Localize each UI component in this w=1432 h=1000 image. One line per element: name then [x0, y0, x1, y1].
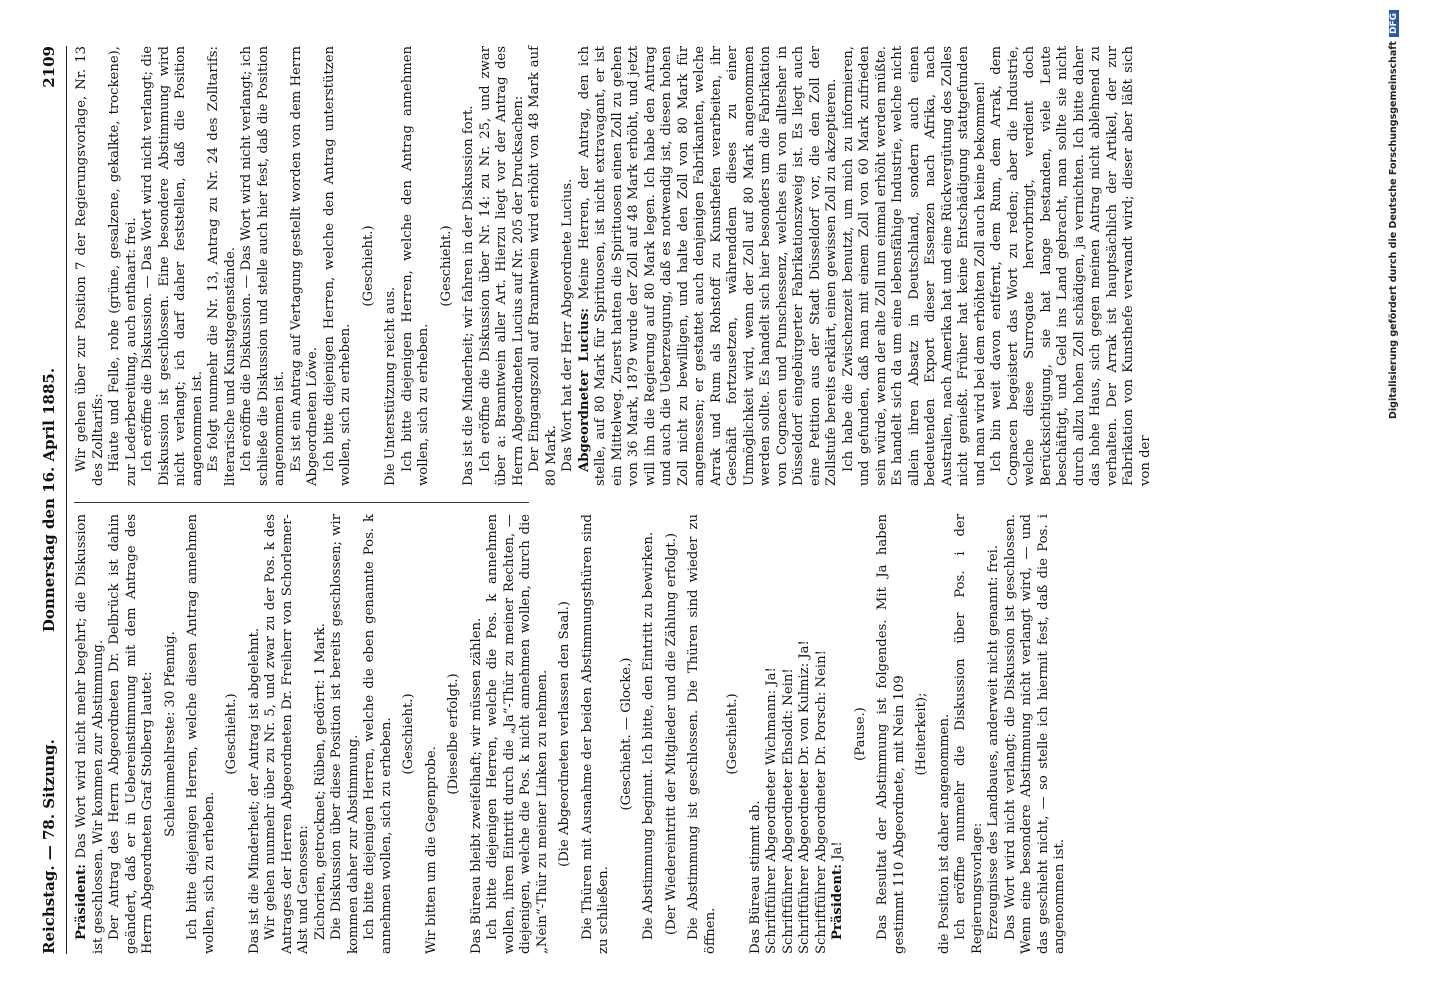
- paragraph: [527, 46, 560, 486]
- paragraph: [263, 514, 313, 954]
- page-number: 2109: [40, 46, 58, 88]
- header-date: Donnerstag den 16. April 1885.: [40, 367, 58, 633]
- paragraph: [400, 46, 433, 486]
- paragraph: Schriftführer Abgeordneter Dr. von Kulmiz: Ja!: [797, 640, 812, 954]
- right-column: [74, 46, 1154, 486]
- paragraph-text: Meine Herren, der Antrag, den ich stelle, auf 80 Mark für Spirituosen, ist nicht extravagant, er ist ein Mittelweg. Zuerst hatten die Spirituosen einen Zoll zu gehen von 36 Mark, 1879 wurde der Zoll auf 48 Mark erhöht, und jetzt will ihn die Regierung auf 80 Mark legen. Ich habe den Antrag und auch die Ueberzeugung, daß es notwendig ist, diesen hohen Zoll nicht zu bewilligen, und halte den Zoll von 80 Mark für angemessen; er gestattet auch denjenigen Fabrikanten, welche Arrak und Rum als Rohstoff zu Kunsthefen verarbeiten, ihr Geschäft fortzusetzen, währenddem dieses zu einer Unmöglichkeit wird, wenn der Zoll auf 80 Mark angenommen werden sollte. Es handelt sich hier besonders um die Fabrikation von Cognacen und Punschessenz, welches ein von alltesher in Düsseldorf eingebürgerter Fabrikationszweig ist. Es liegt auch eine Petition aus der Stadt Düsseldorf vor, die den Zoll der Zollstufe bereits erklärt, einen gewissen Zoll zu akzeptieren.: [576, 45, 839, 486]
- paragraph: [313, 514, 330, 954]
- stage-direction: (Geschieht.): [224, 693, 239, 775]
- header-rule: [66, 46, 67, 954]
- paragraph-text: Es folgt nunmehr die Nr. 13, Antrag zu Nr. 24 des Zolltarifs: literarische und Kunstgegenstände.: [206, 46, 238, 486]
- paragraph: [953, 514, 986, 954]
- paragraph-text: Die Abstimmung ist geschlossen. Die Thüren sind wieder zu öffnen.: [686, 514, 718, 954]
- page-header: [40, 46, 64, 954]
- paragraph: [362, 514, 395, 954]
- paragraph-text: Zichorien, getrocknet; Rüben, gedörrt: 1 Mark.: [312, 623, 328, 940]
- stage-direction: (Dieselbe erfolgt.): [446, 673, 461, 795]
- paragraph-text: Es ist ein Antrag auf Vertagung gestellt worden von dem Herrn Abgeordneten Löwe.: [288, 46, 320, 486]
- stage-direction: (Geschieht.): [725, 693, 740, 775]
- paragraph-text: Ich eröffne die Diskussion. — Das Wort wird nicht verlangt; die Diskussion ist geschlossen. Eine besondere Abstimmung wird nicht verlangt; ich darf daher feststellen, daß die Position angenommen ist.: [140, 46, 205, 486]
- paragraph: [875, 514, 908, 954]
- stage-direction: (Pause.): [852, 707, 868, 761]
- paragraph-text: Der Eingangszoll auf Branntwein wird erhöht von 48 Mark auf 80 Mark.: [527, 46, 559, 486]
- speaker-name: Präsident:: [74, 863, 89, 940]
- paragraph: [206, 46, 239, 486]
- paragraph-text: Das Wort wird nicht verlangt; die Diskussion ist geschlossen. Wenn eine besondere Abstimmung nicht verlangt wird, — und das geschieht nicht, — so stelle ich hiermit fest, daß die Pos. i angenommen ist.: [1002, 514, 1067, 954]
- paragraph-text: Die Thüren mit Ausnahme der beiden Abstimmungsthüren sind zu schließen.: [579, 514, 611, 954]
- paragraph-text: Wir gehen über zur Position 7 der Regierungsvorlage, Nr. 13 des Zolltarifs:: [74, 46, 106, 486]
- paragraph: [107, 46, 140, 486]
- paragraph: [322, 46, 355, 486]
- stage-direction: Schleimmehlreste: 30 Pfennig.: [162, 631, 178, 837]
- dfg-logo: DFG: [1389, 10, 1399, 37]
- paragraph-text: Die Abstimmung beginnt. Ich bitte, den Eintritt zu bewirken.: [641, 531, 656, 940]
- paragraph: Die Unterstützung reicht aus.: [383, 286, 398, 486]
- left-column: [74, 514, 1069, 954]
- column-divider: [74, 502, 529, 503]
- speaker-paragraph: [74, 514, 107, 954]
- stage-direction: (Geschieht.): [360, 225, 376, 307]
- paragraph: [140, 46, 206, 486]
- paragraph: [478, 46, 528, 486]
- paragraph-text: Das Wort wird nicht mehr begehrt; die Diskussion ist geschlossen. Wir kommen zur Abstimmung.: [74, 514, 106, 954]
- paragraph: Das ist die Minderheit; wir fahren in der Diskussion fort.: [461, 105, 476, 486]
- paragraph: [1003, 514, 1069, 954]
- stage-direction: (Geschieht.): [401, 693, 416, 775]
- paragraph-text: Die Diskussion über diese Position ist bereits geschlossen; wir kommen daher zur Abstimmung.: [329, 514, 361, 954]
- header-left: Reichstag. — 78. Sitzung.: [40, 739, 58, 954]
- stage-direction: (Heiterkeit);: [914, 692, 929, 776]
- paragraph: die Position ist daher angenommen.: [936, 713, 952, 954]
- speaker-paragraph: [830, 514, 847, 954]
- paragraph-text: Das Resultat der Abstimmung ist folgendes. Mit Ja haben gestimmt 110 Abgeordnete, mit Nein 109: [875, 514, 907, 954]
- paragraph: [329, 514, 362, 954]
- paragraph-text: Ich bitte diejenigen Herren, welche die eben genannte Pos. k annehmen wollen, sich zu erheben.: [362, 514, 394, 954]
- paragraph: [841, 46, 990, 486]
- paragraph: Das Büreau bleibt zweifelhaft; wir müssen zählen.: [468, 617, 484, 954]
- speaker-name: Präsident:: [830, 863, 845, 940]
- paragraph-text: Ich eröffne die Diskussion über Nr. 14: zu Nr. 25, und zwar über a: Branntwein aller Art. Hierzu liegt vor der Antrag des Herrn Abgeordneten Lucius auf Nr. 205 der Drucksachen:: [477, 46, 526, 486]
- paragraph: Schriftführer Abgeordneter Dr. Porsch: Nein!: [813, 650, 829, 954]
- paragraph-text: Häute und Felle, rohe (grüne, gesalzene, gekalkte, trockene), zur Lederbereitung, auch enthaart: frei.: [107, 46, 139, 486]
- stage-direction: (Die Abgeordneten verlassen den Saal.): [557, 601, 572, 867]
- paragraph: Wir bitten um die Gegenprobe.: [423, 746, 439, 954]
- paragraph-text: Ich bitte diejenigen Herren, welche den Antrag annehmen wollen, sich zu erheben.: [399, 46, 431, 486]
- paragraph-text: Ja!: [830, 841, 845, 860]
- paragraph: Schriftführer Abgeordneter Ehsoldt: Nein!: [780, 668, 796, 954]
- digitization-watermark: [1388, 10, 1402, 530]
- speaker-name: Abgeordneter Lucius:: [576, 308, 592, 472]
- paragraph: [289, 46, 322, 486]
- paragraph: [560, 46, 577, 486]
- paragraph: [580, 514, 613, 954]
- paragraph-text: Wir gehen nunmehr über zu Nr. 5, und zwar zu der Pos. k des Antrages der Herren Abgeordneten Dr. Freiherr von Schorlemer-Alst und Genossen:: [263, 514, 311, 954]
- paragraph-text: Ich bin weit davon entfernt, dem Rum, dem Arrak, dem Cognacen begeistert das Wort zu reden; aber die Industrie, welche diese Surrogate hervorbringt, verdient doch Berücksichtigung, sie hat lange bestanden, viele Leute beschäftigt, und Geld ins Land gebracht, man sollte sie nicht durch allzu hohen Zoll schädigen, ja vernichten. Ich bitte daher das hohe Haus, sich gegen meinen Antrag nicht ablehnend zu verhalten. Der Arrak ist hauptsächlich der Artikel, der zur Fabrikation von Kunsthefe verwandt wird; dieser aber läßt sich von der: [989, 46, 1153, 486]
- paragraph-text: Ich bitte diejenigen Herren, welche den Antrag unterstützen wollen, sich zu erheben.: [321, 46, 353, 486]
- paragraph: [485, 514, 551, 954]
- stage-direction: (Geschieht.): [438, 225, 454, 307]
- speaker-paragraph: [577, 46, 841, 486]
- paragraph-text: Ich eröffne die Diskussion. — Das Wort wird nicht verlangt; ich schließe die Diskussion und stelle auch hier fest, daß die Position angenommen ist.: [239, 46, 287, 486]
- paragraph: [989, 46, 1154, 486]
- paragraph-text: Das Wort hat der Herr Abgeordnete Lucius.: [560, 178, 575, 472]
- paragraph-text: Ich habe die Zwischenzeit benutzt, um mich zu informieren, und gefunden, daß man mit einem Zoll von 60 Mark zufrieden sein würde, wenn der alte Zoll nun einmal erhöht werden müßte. Es handelt sich da um eine lebensfähige Industrie, welche nicht allein ihren Absatz in Deutschland, sondern auch einen bedeutenden Export dieser Essenzen nach Afrika, nach Australien, nach Amerika hat und eine Rückvergütung des Zolles nicht genießt. Früher hat keine Entschädigung stattgefunden und man wird bei dem erhöhten Zoll auch keine bekommen!: [840, 46, 988, 486]
- paragraph-text: Ich eröffne nunmehr die Diskussion über Pos. i der Regierungsvorlage:: [953, 514, 985, 954]
- stage-direction: (Geschieht. — Glocke.): [618, 657, 634, 811]
- paragraph: [239, 46, 289, 486]
- paragraph: Das Büreau stimmt ab.: [747, 800, 763, 954]
- paragraph-text: Erzeugnisse des Landbaues, anderweit nicht genannt: frei.: [986, 544, 1001, 940]
- paragraph: [986, 514, 1003, 954]
- paragraph: Schriftführer Abgeordneter Wichmann: Ja!: [764, 667, 779, 954]
- paragraph-text: Der Antrag des Herrn Abgeordneten Dr. Delbrück ist dahin geändert, daß er in Uebereinstimmung mit dem Antrage des Herrn Abgeordneten Graf Stolberg lautet:: [107, 514, 155, 954]
- paragraph-text: Ich bitte diejenigen Herren, welche die Pos. k annehmen wollen, ihren Eintritt durch die „Ja“-Thür zu meiner Rechten, — diejenigen, welche die Pos. k nicht annehmen wollen, durch die „Nein“-Thür zu meiner Linken zu nehmen.: [485, 514, 550, 954]
- watermark-text: Digitalisierung gefördert durch die Deutsche Forschungsgemeinschaft: [1388, 41, 1399, 419]
- paragraph: [686, 514, 719, 954]
- paragraph: [185, 514, 218, 954]
- paragraph: [107, 514, 157, 954]
- paragraph: [641, 514, 658, 954]
- paragraph: [74, 46, 107, 486]
- paragraph-text: Ich bitte diejenigen Herren, welche diesen Antrag annehmen wollen, sich zu erheben.: [185, 514, 217, 954]
- stage-direction: (Der Wiedereintritt der Mitglieder und die Zählung erfolgt.): [663, 532, 679, 936]
- paragraph: Das ist die Minderheit; der Antrag ist abgelehnt.: [246, 627, 262, 954]
